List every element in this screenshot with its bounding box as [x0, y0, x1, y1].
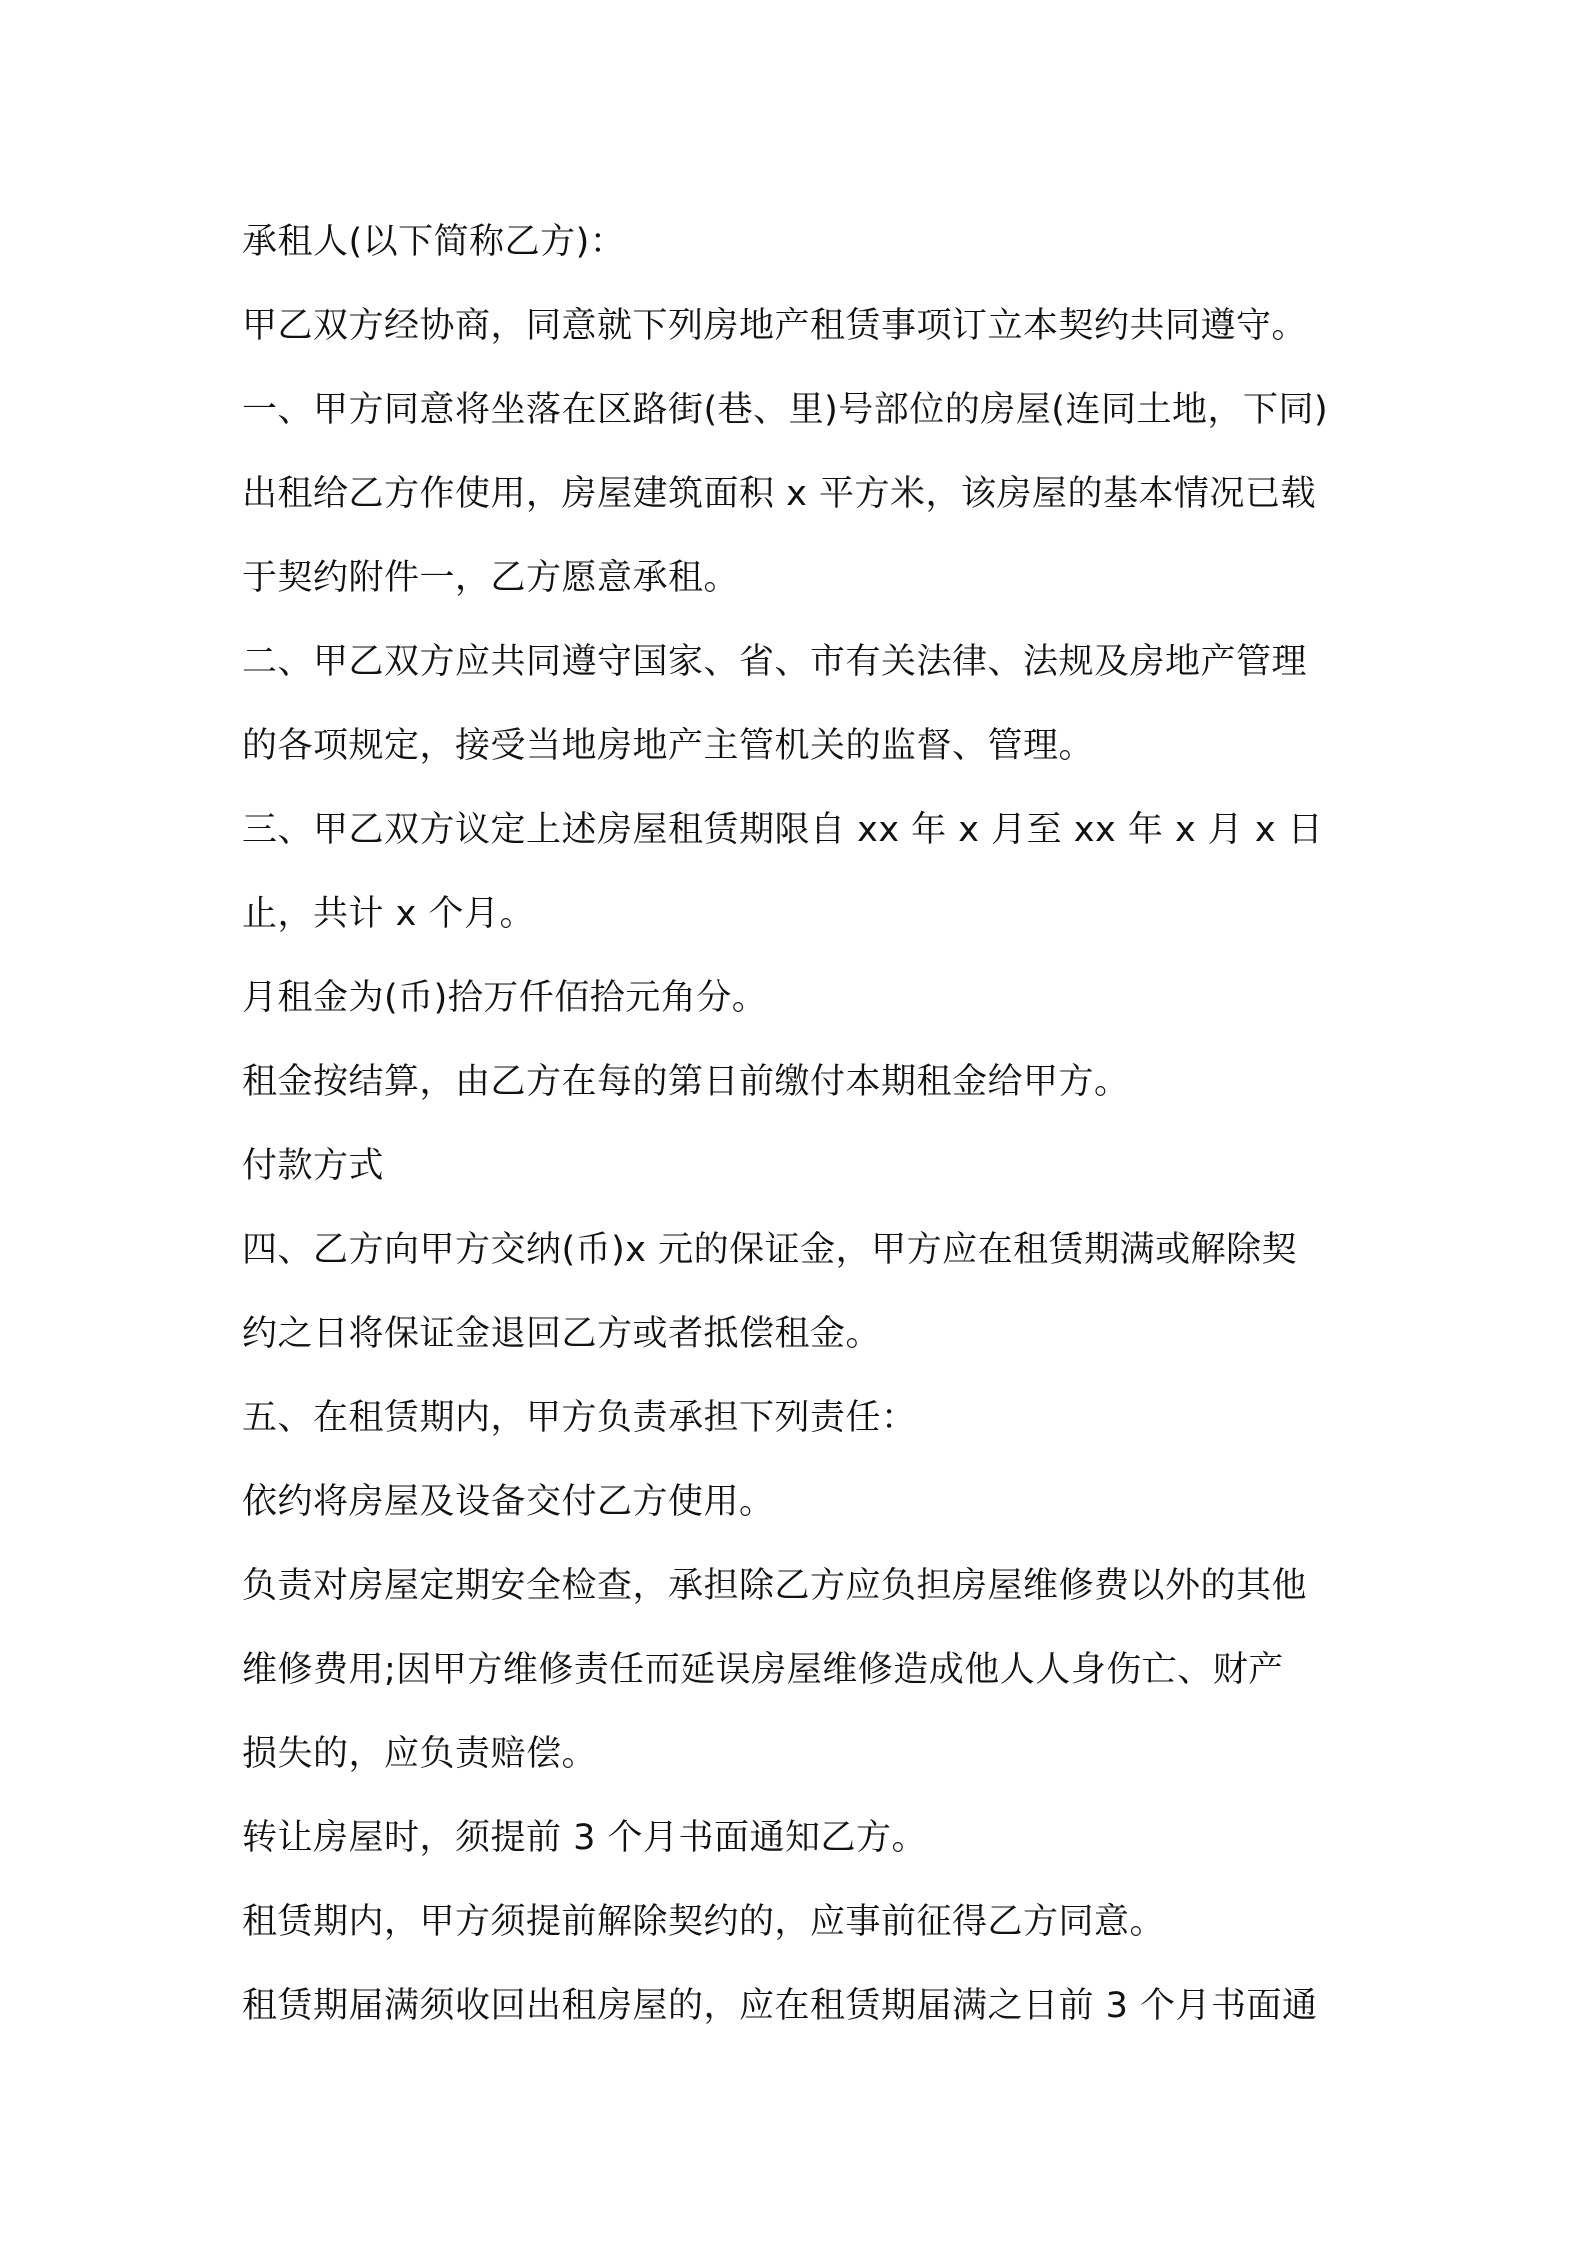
- text-line: 租赁期届满须收回出租房屋的，应在租赁期届满之日前 3 个月书面通: [242, 1986, 1318, 2026]
- text-line: 负责对房屋定期安全检查，承担除乙方应负担房屋维修费以外的其他: [242, 1566, 1308, 1606]
- text-line: 甲乙双方经协商，同意就下列房地产租赁事项订立本契约共同遵守。: [242, 306, 1308, 346]
- text-line: 的各项规定，接受当地房地产主管机关的监督、管理。: [242, 726, 1095, 766]
- text-line: 依约将房屋及设备交付乙方使用。: [242, 1482, 775, 1522]
- document-body: [242, 200, 1362, 2048]
- text-line: 损失的，应负责赔偿。: [242, 1734, 598, 1774]
- text-line: 月租金为(币)拾万仟佰拾元角分。: [242, 978, 768, 1018]
- text-line: 付款方式: [242, 1146, 385, 1186]
- text-line: 于契约附件一，乙方愿意承租。: [242, 558, 740, 598]
- text-line: 二、甲乙双方应共同遵守国家、省、市有关法律、法规及房地产管理: [242, 642, 1308, 682]
- text-line: 约之日将保证金退回乙方或者抵偿租金。: [242, 1314, 882, 1354]
- text-line: 转让房屋时，须提前 3 个月书面通知乙方。: [242, 1818, 928, 1858]
- text-line: 四、乙方向甲方交纳(币)x 元的保证金，甲方应在租赁期满或解除契: [242, 1230, 1298, 1270]
- text-line: 出租给乙方作使用，房屋建筑面积 x 平方米，该房屋的基本情况已载: [242, 474, 1316, 514]
- text-line: 五、在租赁期内，甲方负责承担下列责任：: [242, 1398, 917, 1438]
- text-line: 租金按结算，由乙方在每的第日前缴付本期租金给甲方。: [242, 1062, 1130, 1102]
- text-line: 三、甲乙双方议定上述房屋租赁期限自 xx 年 x 月至 xx 年 x 月 x 日: [242, 810, 1324, 850]
- text-line: 止，共计 x 个月。: [242, 894, 535, 934]
- text-line: 承租人(以下简称乙方)：: [242, 222, 626, 262]
- text-line: 维修费用;因甲方维修责任而延误房屋维修造成他人人身伤亡、财产: [242, 1650, 1284, 1690]
- text-line: 租赁期内，甲方须提前解除契约的，应事前征得乙方同意。: [242, 1902, 1166, 1942]
- text-line: 一、甲方同意将坐落在区路街(巷、里)号部位的房屋(连同土地，下同): [242, 390, 1329, 430]
